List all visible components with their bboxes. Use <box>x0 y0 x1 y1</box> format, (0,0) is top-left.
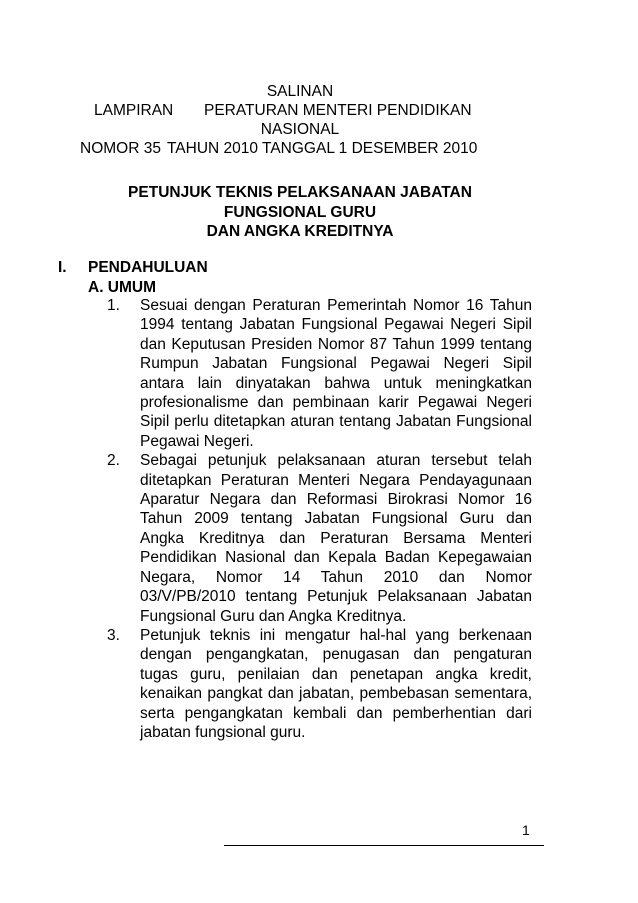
lampiran-label: LAMPIRAN <box>94 102 174 119</box>
list-item-number: 1. <box>107 297 120 314</box>
section-pendahuluan <box>58 258 548 298</box>
lampiran-line <box>60 101 540 120</box>
nomor-date: TAHUN 2010 TANGGAL 1 DESEMBER 2010 <box>166 140 478 157</box>
title-line-3: DAN ANGKA KREDITNYA <box>206 223 394 240</box>
list-item <box>107 451 532 626</box>
section-heading <box>58 258 548 278</box>
list-item-number: 2. <box>107 452 120 470</box>
nomor-number: NOMOR 35 <box>80 140 161 157</box>
nasional-label: NASIONAL <box>260 121 340 138</box>
nomor-line <box>60 139 540 158</box>
lampiran-text: PERATURAN MENTERI PENDIDIKAN <box>204 102 472 119</box>
page-number: 1 <box>522 822 530 838</box>
list-item <box>107 626 532 742</box>
list-item-text: Sebagai petunjuk pelaksanaan aturan tersebut telah ditetapkan Peraturan Menteri Negara Pendayagunaan Aparatur Negara dan Reformasi Birokrasi Nomor 16 Tahun 2009 tentang Jabatan Fungsional Guru dan Angka Kreditnya dan Peraturan Bersama Menteri Pendidikan Nasional dan Kepala Badan Kepegawaian Negara, Nomor 14 Tahun 2010 dan Nomor 03/V/PB/2010 tentang Petunjuk Pelaksanaan Jabatan Fungsional Guru dan Angka Kreditnya. <box>140 452 532 625</box>
title-line-1: PETUNJUK TEKNIS PELAKSANAAN JABATAN <box>128 184 472 201</box>
footer-rule <box>224 845 544 846</box>
numbered-list <box>107 296 532 742</box>
list-item-text: Sesuai dengan Peraturan Pemerintah Nomor 16 Tahun 1994 tentang Jabatan Fungsional Pegawai Negeri Sipil dan Keputusan Presiden Nomor 87 Tahun 1999 tentang Rumpun Jabatan Fungsional Pegawai Negeri Sipil antara lain dinyatakan bahwa untuk meningkatkan profesionalisme dan pembinaan karir Pegawai Negeri Sipil perlu ditetapkan aturan tentang Jabatan Fungsional Pegawai Negeri. <box>140 297 532 450</box>
list-item-text: Petunjuk teknis ini mengatur hal-hal yang berkenaan dengan pengangkatan, penugasan dan pengaturan tugas guru, penilaian dan penetapan angka kredit, kenaikan pangkat dan jabatan, pembebasan sementara, serta pengangkatan kembali dan pemberhentian dari jabatan fungsional guru. <box>140 626 532 741</box>
list-item-number: 3. <box>107 626 120 644</box>
section-title: PENDAHULUAN <box>88 259 208 276</box>
section-number: I. <box>58 259 67 276</box>
document-header <box>60 82 540 158</box>
list-item <box>107 296 532 451</box>
subsection-heading: A. UMUM <box>88 279 157 296</box>
title-line-2: FUNGSIONAL GURU <box>223 203 377 221</box>
document-title <box>60 183 540 242</box>
salinan-label: SALINAN <box>266 83 334 100</box>
